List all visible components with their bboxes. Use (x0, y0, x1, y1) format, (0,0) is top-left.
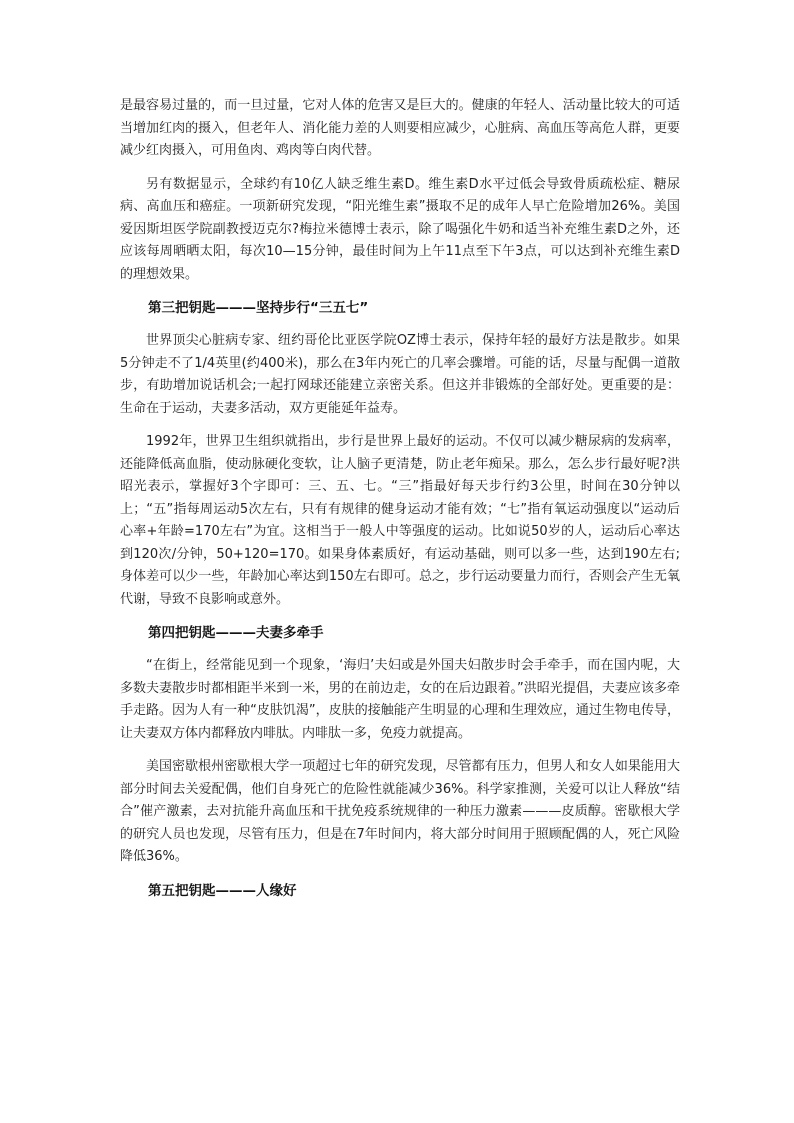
paragraph-michigan-study: 美国密歇根州密歇根大学一项超过七年的研究发现，尽管都有压力，但男人和女人如果能用大部分时间去关爱配偶，他们自身死亡的危险性就能减少36%。科学家推测，关爱可以让人释放“结合”催产激素，去对抗能升高血压和干扰免疫系统规律的一种压力激素———皮质醇。密歇根大学的研究人员也发现，尽管有压力，但是在7年时间内，将大部分时间用于照顾配偶的人，死亡风险降低36%。 (120, 759, 680, 864)
paragraph-walking-benefits: 世界顶尖心脏病专家、纽约哥伦比亚医学院OZ博士表示，保持年轻的最好方法是散步。如果5分钟走不了1/4英里(约400米)，那么在3年内死亡的几率会骤增。可能的话，尽量与配偶一道散步，有助增加说话机会;一起打网球还能建立亲密关系。但这并非锻炼的全部好处。更重要的是：生命在于运动，夫妻多活动，双方更能延年益寿。 (120, 333, 680, 416)
heading-key-five: 第五把钥匙———人缘好 (148, 882, 297, 899)
document-page (120, 95, 680, 913)
heading-key-four: 第四把钥匙———夫妻多牵手 (148, 625, 324, 641)
paragraph-vitamin-d: 另有数据显示，全球约有10亿人缺乏维生素D。维生素D水平过低会导致骨质疏松症、糖尿病、高血压和癌症。一项新研究发现，“阳光维生素”摄取不足的成年人早亡危险增加26%。美国爱因斯坦医学院副教授迈克尔?梅拉米德博士表示，除了喝强化牛奶和适当补充维生素D之外，还应该每周晒晒太阳，每次10—15分钟，最佳时间为上午11点至下午3点，可以达到补充维生素D的理想效果。 (120, 176, 680, 282)
paragraph-holding-hands: “在街上，经常能见到一个现象，‘海归’夫妇或是外国夫妇散步时会手牵手，而在国内呢，大多数夫妻散步时都相距半米到一米，男的在前边走，女的在后边跟着。”洪昭光提倡，夫妻应该多牵手走路。因为人有一种“皮肤饥渴”，皮肤的接触能产生明显的心理和生理效应，通过生物电传导，让夫妻双方体内都释放内啡肽。内啡肽一多，免疫力就提高。 (120, 658, 680, 741)
paragraph-red-meat-intake: 是最容易过量的，而一旦过量，它对人体的危害又是巨大的。健康的年轻人、活动量比较大的可适当增加红肉的摄入，但老年人、消化能力差的人则要相应减少，心脏病、高血压等高危人群，更要减少红肉摄入，可用鱼肉、鸡肉等白肉代替。 (120, 98, 680, 158)
heading-key-three: 第三把钥匙———坚持步行“三五七” (148, 300, 369, 316)
paragraph-walking-357: 1992年，世界卫生组织就指出，步行是世界上最好的运动。不仅可以减少糖尿病的发病率，还能降低高血脂，使动脉硬化变软，让人脑子更清楚，防止老年痴呆。那么，怎么步行最好呢?洪昭光表示，掌握好3个字即可：三、五、七。“三”指最好每天步行约3公里，时间在30分钟以上；“五”指每周运动5次左右，只有有规律的健身运动才能有效；“七”指有氧运动强度以“运动后心率+年龄=170左右”为宜。这相当于一般人中等强度的运动。比如说50岁的人，运动后心率达到120次/分钟，50+120=170。如果身体素质好，有运动基础，则可以多一些，达到190左右;身体差可以少一些，年龄加心率达到150左右即可。总之，步行运动要量力而行，否则会产生无氧代谢，导致不良影响或意外。 (120, 434, 680, 607)
